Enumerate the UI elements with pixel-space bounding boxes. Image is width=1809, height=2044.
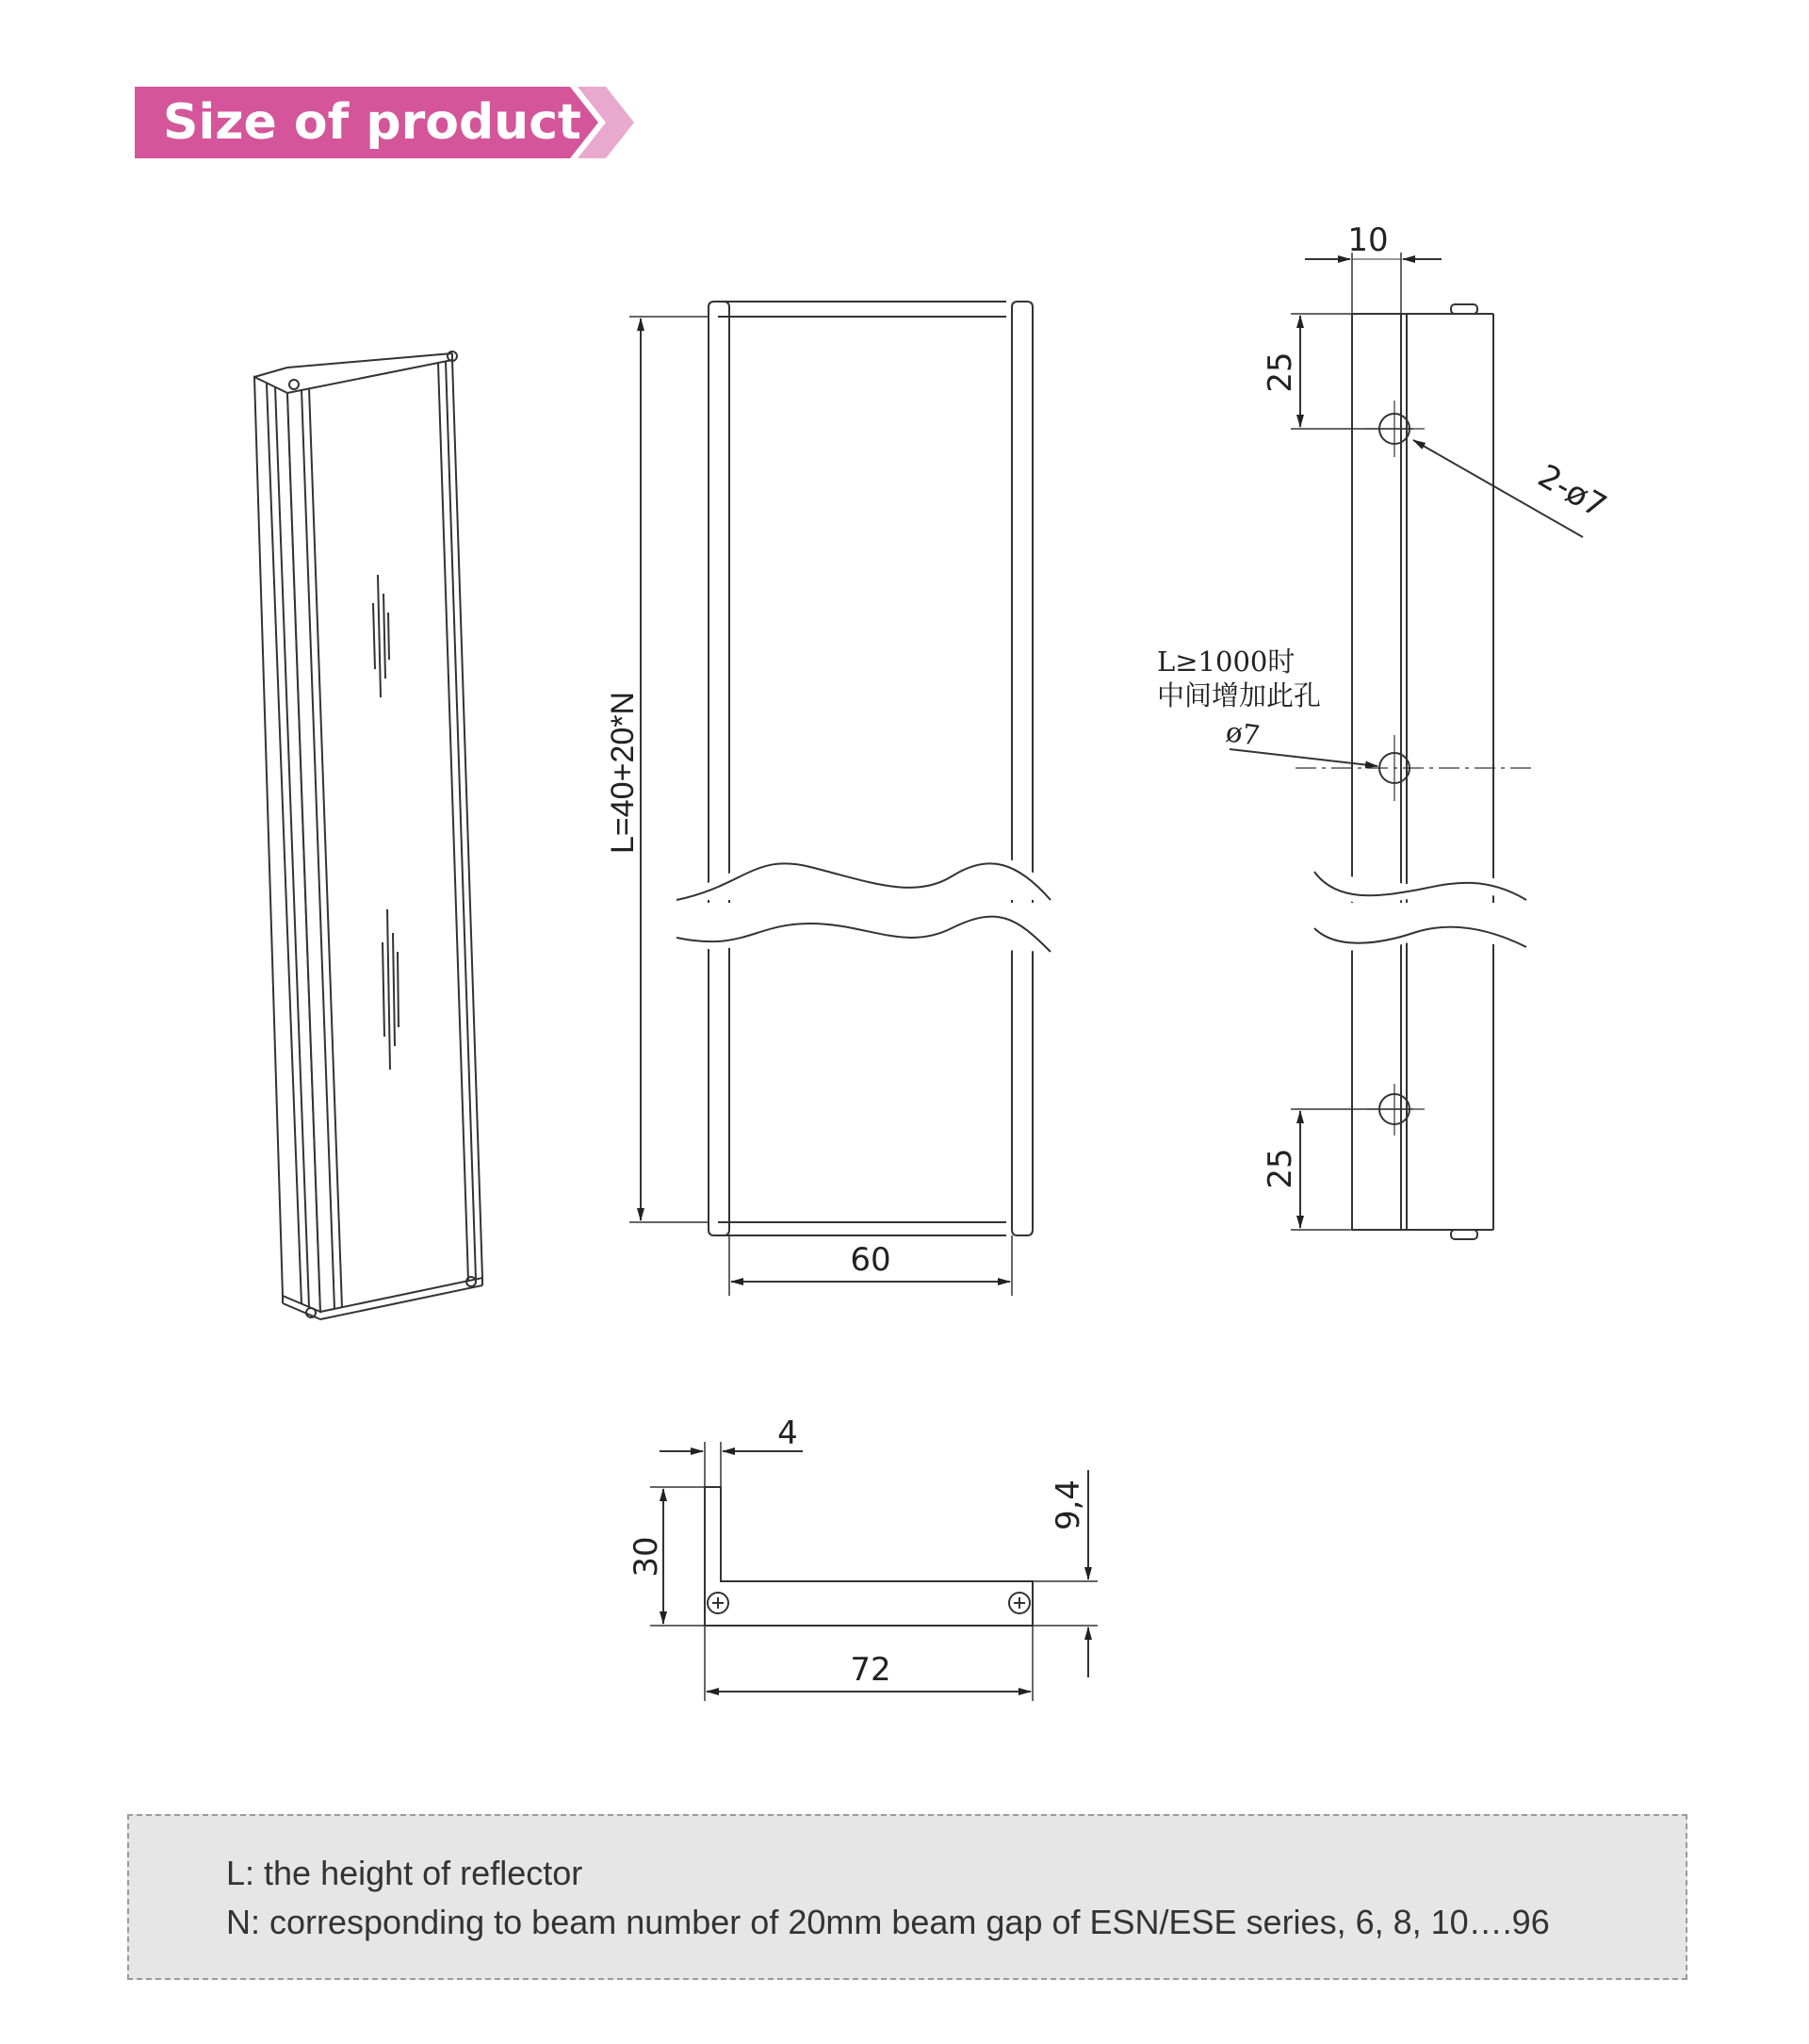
front-length-label: L=40+20*N	[605, 691, 641, 855]
section-height-label: 30	[627, 1536, 665, 1578]
front-view	[629, 302, 1051, 1296]
section-width-label: 72	[850, 1651, 891, 1689]
side-note-line2: 中间增加此孔	[1157, 679, 1322, 711]
side-note-hole: ø7	[1224, 715, 1263, 752]
section-thickness-label: 4	[777, 1414, 798, 1452]
side-view	[1230, 253, 1583, 1239]
section-offset-label: 9,4	[1050, 1479, 1087, 1531]
side-bottom-offset-label: 25	[1262, 1148, 1299, 1189]
section-title: Size of product	[163, 94, 581, 151]
perspective-view	[254, 352, 482, 1319]
side-hole-label: 2-ø7	[1531, 457, 1613, 526]
front-width-label: 60	[850, 1241, 891, 1279]
side-top-offset-label: 25	[1262, 352, 1299, 393]
notes-box	[127, 1814, 1687, 1980]
note-line-l: L: the height of reflector	[226, 1854, 583, 1892]
side-note-line1: L≥1000时	[1157, 646, 1296, 678]
note-line-n: N: corresponding to beam number of 20mm beam gap of ESN/ESE series, 6, 8, 10….96	[226, 1903, 1550, 1941]
side-top-width-label: 10	[1347, 221, 1389, 259]
